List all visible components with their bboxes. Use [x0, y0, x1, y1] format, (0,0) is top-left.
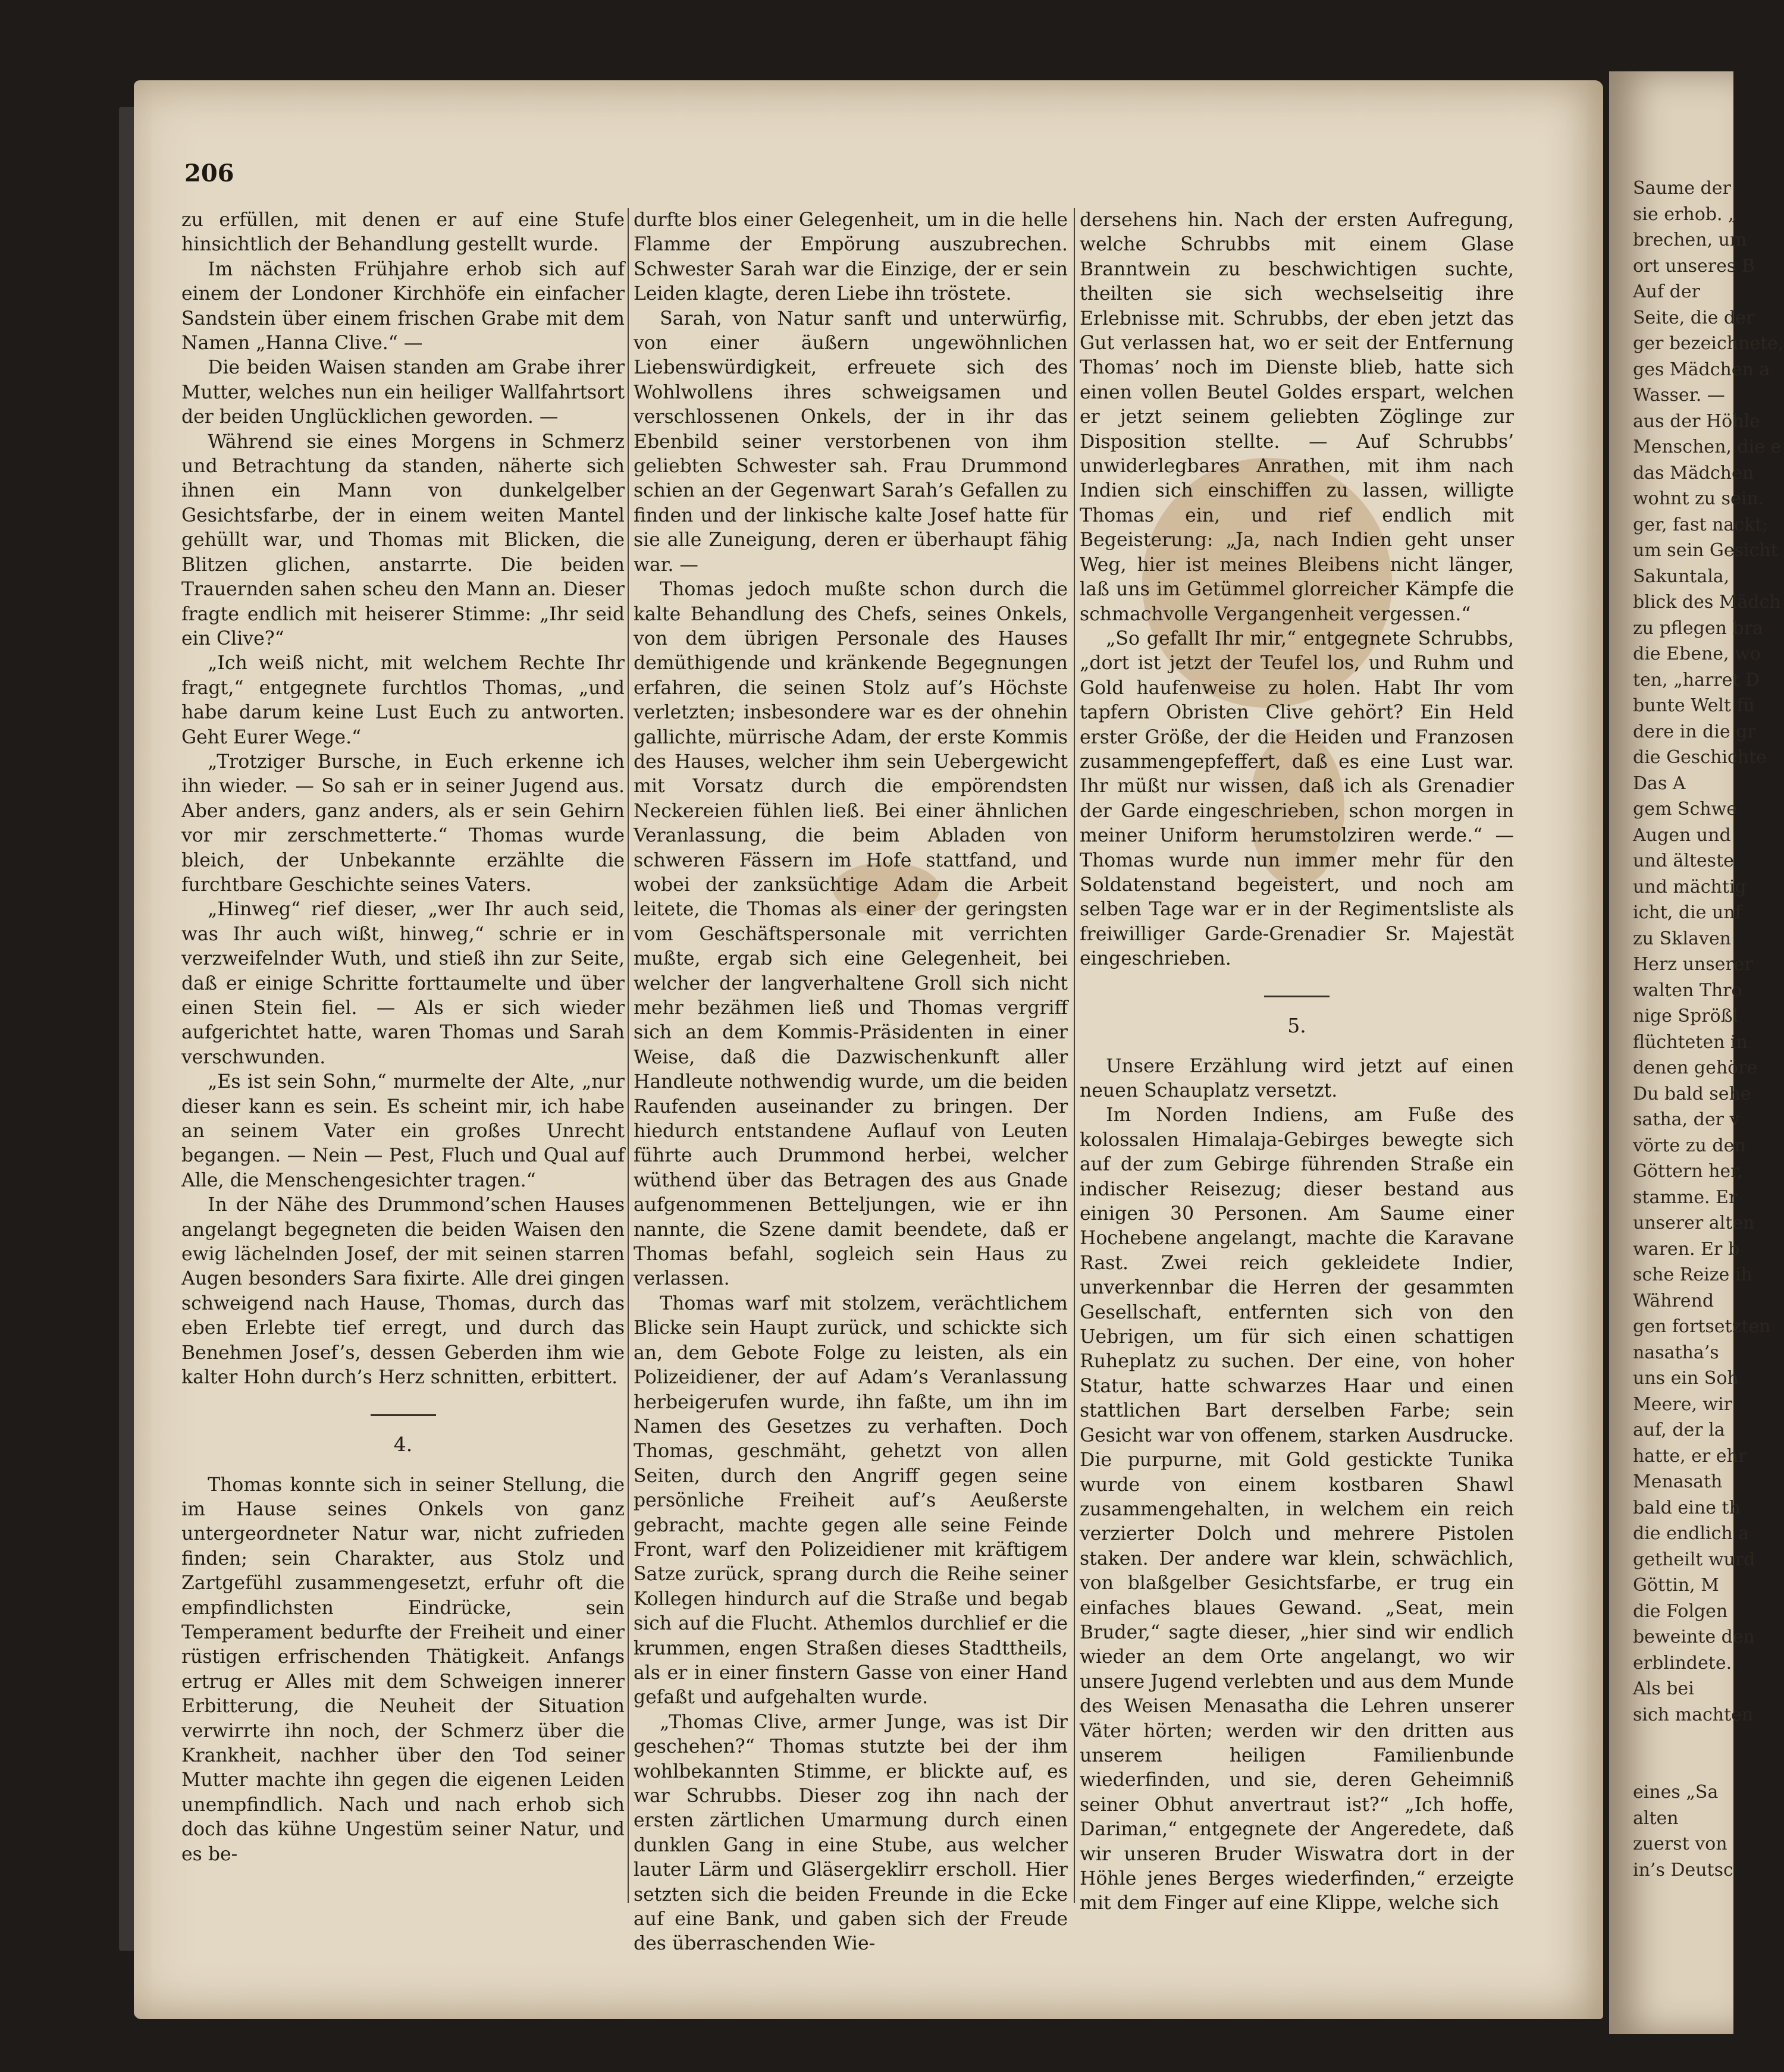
text-column-1 [181, 208, 625, 1867]
facing-page-line: eines „Sa [1633, 1782, 1719, 1803]
paragraph: durfte blos einer Gelegenheit, um in die helle Flamme der Empörung auszubrechen. Schwester Sarah war die Einzige, der er sein Leiden klagte, deren Liebe ihn tröstete. [634, 209, 1068, 305]
facing-page-line: blick des Mädch [1633, 592, 1781, 613]
facing-page-line: bunte Welt fü [1633, 695, 1755, 716]
facing-page-line: Du bald sehe [1633, 1083, 1751, 1104]
text-column-3 [1080, 208, 1514, 1916]
facing-page-line: walten Thro [1633, 980, 1742, 1001]
facing-page-line: wohnt zu sein. [1633, 488, 1764, 509]
section-rule [371, 1414, 436, 1416]
facing-page-line: die Ebene, wo [1633, 643, 1761, 664]
facing-page-line: dere in die gr [1633, 721, 1756, 742]
paragraph: „Es ist sein Sohn,“ murmelte der Alte, „nur dieser kann es sein. Es scheint mir, ich habe an seinem Vater ein großes Unrecht begangen. — Nein — Pest, Fluch und Qual auf Alle, die Menschengesichter tragen.“ [181, 1071, 625, 1191]
facing-page-line: ges Mädchen a [1633, 359, 1770, 380]
paragraph: Sarah, von Natur sanft und unterwürfig, von einer äußern ungewöhnlichen Liebenswürdigkeit, erfreuete sich des Wohlwollens ihres schweigsamen und verschlossenen Onkels, der in ihr das Ebenbild seiner verstorbenen von ihm geliebten Schwester sah. Frau Drummond schien an der Gegenwart Sarah’s Gefallen zu finden und der linkische kalte Josef hatte für sie alle Zuneigung, deren er überhaupt fähig war. — [634, 307, 1068, 576]
paragraph: Thomas warf mit stolzem, verächtlichem Blicke sein Haupt zurück, und schickte sich an, dem Gebote Folge zu leisten, als ein Polizeidiener, der auf Adam’s Veranlassung herbeigerufen wurde, ihn faßte, um ihn im Namen des Gesetzes zu verhaften. Doch Thomas, geschmäht, gehetzt von allen Seiten, durch den Angriff gegen seine persönliche Freiheit auf’s Aeußerste gebracht, machte gegen alle seine Feinde Front, warf den Polizeidiener mit kräftigem Satze zurück, sprang durch die Reihe seiner Kollegen hindurch auf die Straße und begab sich auf die Flucht. Athemlos durchlief er die krummen, engen Straßen dieses Stadttheils, als er in einer finstern Gasse von einer Hand gefaßt und aufgehalten wurde. [634, 1292, 1068, 1709]
paragraph: Thomas konnte sich in seiner Stellung, die im Hause seines Onkels von ganz untergeordneter Natur war, nicht zufrieden finden; sein Charakter, aus Stolz und Zartgefühl zusammengesetzt, erfuhr oft die empfindlichsten Eindrücke, sein Temperament bedurfte der Freiheit und einer rüstigen erfrischenden Thätigkeit. Anfangs ertrug er Alles mit dem Schweigen innerer Erbitterung, die Neuheit der Situation verwirrte ihn noch, der Schmerz über die Krankheit, nachher über den Tod seiner Mutter machte ihn gegen die eigenen Leiden unempfindlich. Nach und nach erhob sich doch das kühne Ungestüm seiner Natur, und es be- [181, 1474, 625, 1865]
facing-page-line: um sein Gesicht [1633, 540, 1778, 561]
facing-page-line: Als bei [1633, 1678, 1694, 1699]
facing-page-line: Während [1633, 1290, 1714, 1311]
facing-page-line: die endlich a [1633, 1523, 1749, 1544]
section-rule [1264, 996, 1330, 997]
facing-page-line: ort unseres B [1633, 255, 1755, 277]
facing-page-line: unserer alten [1633, 1213, 1755, 1233]
column-divider [1074, 208, 1075, 1903]
facing-page-line: die Folgen [1633, 1600, 1728, 1622]
facing-page-line: und älteste [1633, 850, 1734, 871]
facing-page-line: hatte, er ehr [1633, 1445, 1747, 1467]
facing-page-line: bald eine th [1633, 1497, 1741, 1518]
facing-page-line: ger bezeichnete, [1633, 333, 1784, 354]
facing-page-line: zuerst von [1633, 1834, 1727, 1854]
paragraph: Thomas jedoch mußte schon durch die kalte Behandlung des Chefs, seines Onkels, von dem übrigen Personale des Hauses demüthigende und kränkende Begegnungen erfahren, die seinen Stolz auf’s Höchste verletzten; insbesondere war es der ohnehin gallichte, mürrische Adam, der erste Kommis des Hauses, welcher ihm sein Uebergewicht mit Vorsatz durch die empörendsten Neckereien fühlen ließ. Bei einer ähnlichen Veranlassung, die beim Abladen von schweren Fässern im Hofe stattfand, und wobei der zanksüchtige Adam die Arbeit leitete, die Thomas als einer der geringsten vom Geschäftspersonale mit verrichten mußte, ergab sich eine Gelegenheit, bei welcher der langverhaltene Groll sich nicht mehr bezähmen ließ und Thomas vergriff sich an dem Kommis-Präsidenten in einer Weise, daß die Dazwischenkunft aller Handleute nothwendig wurde, um die beiden Raufenden auseinander zu bringen. Der hiedurch entstandene Auflauf von Leuten führte auch Drummond herbei, welcher wüthend über das Betragen des aus Gnade aufgenommenen Betteljungen, wie er ihn nannte, die Szene damit beendete, daß er Thomas befahl, sogleich sein Haus zu verlassen. [634, 579, 1068, 1290]
facing-page-line: sche Reize ih [1633, 1264, 1752, 1285]
facing-page-line: Herz unserer [1633, 954, 1753, 975]
facing-page-line: flüchteten in [1633, 1031, 1748, 1053]
facing-page-line: zu pflegen bra [1633, 617, 1763, 639]
facing-page-line: Göttin, M [1633, 1575, 1719, 1596]
facing-page-line: ten, „harret D [1633, 669, 1760, 690]
paragraph: „Trotziger Bursche, in Euch erkenne ich ihn wieder. — So sah er in seiner Jugend aus. Aber anders, ganz anders, als er sein Gehirn vor mir zerschmetterte.“ Thomas wurde bleich, der Unbekannte erzählte die furchtbare Geschichte seines Vaters. [181, 751, 625, 896]
facing-page-line: getheilt wurd [1633, 1549, 1755, 1570]
facing-page-line: Meere, wir [1633, 1393, 1733, 1415]
facing-page-line: vörte zu den [1633, 1135, 1746, 1156]
facing-page-line: ger, fast nackt; [1633, 514, 1769, 535]
facing-page-line: auf, der la [1633, 1420, 1725, 1440]
facing-page-line: denen gehöre [1633, 1057, 1758, 1078]
paragraph: dersehens hin. Nach der ersten Aufregung, welche Schrubbs mit einem Glase Branntwein zu beschwichtigen suchte, theilten sie sich wechselseitig ihre Erlebnisse mit. Schrubbs, der eben jetzt das Gut verlassen hat, wo er seit der Entfernung Thomas’ noch im Dienste blieb, hatte sich einen vollen Beutel Goldes erspart, welchen er jetzt seinem geliebten Zöglinge zur Disposition stellte. — Auf Schrubbs’ unwiderlegbares Anrathen, mit ihm nach Indien sich einschiffen zu lassen, willigte Thomas ein, und rief endlich mit Begeisterung: „Ja, nach Indien geht unser Weg, hier ist meines Bleibens nicht länger, laß uns im Getümmel glorreicher Kämpfe die schmachvolle Vergangenheit vergessen.“ [1080, 209, 1514, 625]
section-heading: 4. [393, 1432, 413, 1456]
facing-page-line: satha, der v [1633, 1109, 1740, 1130]
facing-page-line: Augen und [1633, 824, 1731, 846]
facing-page-line: und mächtig [1633, 876, 1747, 897]
facing-page-line: Das A [1633, 773, 1686, 794]
facing-page-line: nasatha’s [1633, 1342, 1719, 1363]
paragraph: Die beiden Waisen standen am Grabe ihrer Mutter, welches nun ein heiliger Wallfahrtsort der beiden Unglücklichen geworden. — [181, 357, 625, 428]
facing-page-line: Saume der [1633, 178, 1731, 199]
facing-page-line: erblindete. [1633, 1652, 1732, 1674]
facing-page-line: Auf der [1633, 281, 1700, 302]
facing-page-line: das Mädchen [1633, 462, 1754, 484]
facing-page-line: beweinte den [1633, 1627, 1755, 1647]
paragraph: zu erfüllen, mit denen er auf eine Stufe hinsichtlich der Behandlung gestellt wurde. [181, 209, 625, 256]
section-heading: 5. [1287, 1013, 1306, 1037]
facing-page-line: waren. Er b [1633, 1238, 1740, 1260]
paragraph: Im nächsten Frühjahre erhob sich auf einem der Londoner Kirchhöfe ein einfacher Sandstein über einem frischen Grabe mit dem Namen „Hanna Clive.“ — [181, 258, 625, 354]
facing-page-line: sie erhob. „ [1633, 203, 1738, 225]
facing-page [1609, 71, 1784, 2034]
facing-page-line: die Geschichte [1633, 747, 1767, 768]
facing-page-line: Wasser. — [1633, 385, 1725, 406]
facing-page-line: Seite, die der [1633, 307, 1755, 328]
facing-page-line: uns ein Soh [1633, 1368, 1739, 1389]
paragraph: „So gefallt Ihr mir,“ entgegnete Schrubbs, „dort ist jetzt der Teufel los, und Ruhm und Gold haufenweise zu holen. Habt Ihr vom tapfern Obristen Clive gehört? Ein Held erster Größe, der die Heiden und Franzosen zusammengepfeffert, daß es eine Lust war. Ihr müßt nur wissen, daß ich als Grenadier der Garde eingeschrieben, schon morgen in meiner Uniform herumstolziren werde.“ — Thomas wurde nun immer mehr für den Soldatenstand begeistert, und noch am selben Tage war er in der Regimentsliste als freiwilliger Garde-Grenadier Sr. Majestät eingeschrieben. [1080, 627, 1514, 970]
paragraph: Während sie eines Morgens in Schmerz und Betrachtung da standen, näherte sich ihnen ein Mann von dunkelgelber Gesichtsfarbe, der in einem weiten Mantel gehüllt war, und Thomas mit Blicken, die Blitzen glichen, anstarrte. Die beiden Trauernden sahen scheu den Mann an. Dieser fragte endlich mit heiserer Stimme: „Ihr seid ein Clive?“ [181, 431, 625, 649]
paragraph: In der Nähe des Drummond’schen Hauses angelangt begegneten die beiden Waisen den ewig lächelnden Josef, der mit seinen starren Augen besonders Sara fixirte. Alle drei gingen schweigend nach Hause, Thomas, durch das eben Erlebte tief erregt, und durch das Benehmen Josef’s, dessen Geberden ihm wie kalter Hohn durch’s Herz schnitten, erbittert. [181, 1194, 625, 1389]
facing-page-line: zu Sklaven [1633, 928, 1731, 949]
paragraph: Unsere Erzählung wird jetzt auf einen neuen Schauplatz versetzt. [1080, 1055, 1514, 1101]
facing-page-line: in’s Deutsc [1633, 1859, 1733, 1881]
facing-page-line: nige Sprößl [1633, 1006, 1739, 1026]
text-column-2 [634, 208, 1068, 1957]
facing-page-line: Menschen, die e [1633, 437, 1782, 457]
facing-page-line: gen fortsetzten [1633, 1316, 1771, 1337]
paragraph: „Thomas Clive, armer Junge, was ist Dir geschehen?“ Thomas stutzte bei der ihm wohlbekannten Stimme, er blickte auf, es war Schrubbs. Dieser zog ihn nach der ersten zärtlichen Umarmung durch einen dunklen Gang in eine Stube, aus welcher lauter Lärm und Gläsergeklirr erscholl. Hier setzten sich die beiden Freunde in die Ecke auf eine Bank, und gaben sich der Freude des überraschenden Wie- [634, 1711, 1068, 1955]
paragraph: „Ich weiß nicht, mit welchem Rechte Ihr fragt,“ entgegnete furchtlos Thomas, „und habe darum keine Lust Euch zu antworten. Geht Eurer Wege.“ [181, 652, 625, 748]
facing-page-line: Sakuntala, [1633, 566, 1730, 587]
facing-page-line: brechen, um [1633, 230, 1747, 250]
paragraph: „Hinweg“ rief dieser, „wer Ihr auch seid, was Ihr auch wißt, hinweg,“ schrie er in verzweifelnder Wuth, und stieß ihn zur Seite, daß er einige Schritte forttaumelte und über einen Stein fiel. — Als er sich wieder aufgerichtet hatte, waren Thomas und Sarah verschwunden. [181, 899, 625, 1068]
column-divider [628, 208, 629, 1903]
facing-page-line: gem Schwe [1633, 799, 1738, 820]
facing-page-line: stamme. Er [1633, 1186, 1738, 1208]
paragraph: Im Norden Indiens, am Fuße des kolossalen Himalaja-Gebirges bewegte sich auf der zum Gebirge führenden Straße ein indischer Reisezug; dieser bestand aus einigen 30 Personen. Am Saume einer Hochebene angelangt, machte die Karavane Rast. Zwei reich gekleidete Indier, unverkennbar die Herren der gesammten Gesellschaft, entfernten sich von den Uebrigen, um für sich einen schattigen Ruheplatz zu suchen. Der eine, von hoher Statur, hatte schwarzes Haar und einen stattlichen Bart derselben Farbe; sein Gesicht war von offenem, starken Ausdrucke. Die purpurne, mit Gold gestickte Tunika wurde von einem kostbaren Shawl zusammengehalten, in welchem ein reich verzierter Dolch und mehrere Pistolen staken. Der andere war klein, schwächlich, von blaßgelber Gesichtsfarbe, er trug ein einfaches blaues Gewand. „Seat, mein Bruder,“ sagte dieser, „hier sind wir endlich wieder an dem Orte angelangt, wo wir unsere Jugend verlebten und aus dem Munde des Weisen Menasatha die Lehren unserer Väter hörten; werden wir den dritten aus unserem heiligen Familienbunde wiederfinden, und sie, deren Geheimniß seiner Obhut anvertraut ist?“ „Ich hoffe, Dariman,“ entgegnete der Angeredete, daß wir unseren Bruder Wiswatra dort in der Höhle jenes Berges wiederfinden,“ erzeigte mit dem Finger auf eine Klippe, welche sich [1080, 1104, 1514, 1914]
facing-page-line: Göttern her, [1633, 1161, 1743, 1182]
facing-page-line: icht, die unf [1633, 902, 1742, 923]
facing-page-line: aus der Höhle [1633, 410, 1760, 432]
facing-page-line: alten [1633, 1807, 1679, 1829]
page-number: 206 [184, 159, 234, 187]
facing-page-line: sich machten [1633, 1704, 1754, 1725]
facing-page-line: Menasath [1633, 1471, 1723, 1492]
